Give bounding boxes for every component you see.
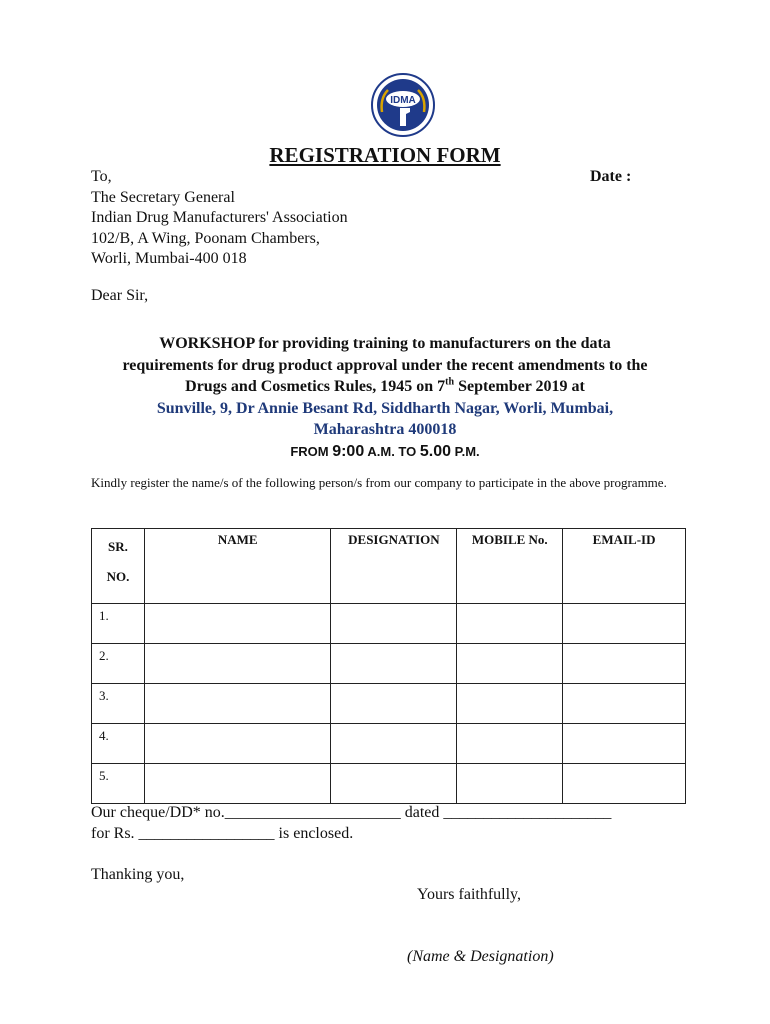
name-cell[interactable] (144, 684, 331, 724)
designation-cell[interactable] (331, 644, 457, 684)
name-cell[interactable] (144, 604, 331, 644)
sr-cell: 2. (92, 644, 145, 684)
cheque-amount-line: for Rs. _________________ is enclosed. (91, 825, 354, 842)
sr-cell: 1. (92, 604, 145, 644)
cheque-line: Our cheque/DD* no.______________________ dated _____________________ (91, 804, 612, 821)
address-line: Worli, Mumbai-400 018 (91, 250, 247, 268)
email-cell[interactable] (563, 604, 686, 644)
address-line: 102/B, A Wing, Poonam Chambers, (91, 229, 320, 247)
workshop-line: WORKSHOP for providing training to manufacturers on the data (159, 335, 611, 352)
venue-line: Sunville, 9, Dr Annie Besant Rd, Siddharth Nagar, Worli, Mumbai, (156, 399, 614, 417)
logo-text: IDMA (390, 95, 416, 106)
workshop-description (60, 333, 710, 462)
email-cell[interactable] (563, 684, 686, 724)
designation-header: DESIGNATION (331, 529, 457, 604)
mobile-cell[interactable] (457, 724, 563, 764)
sr-cell: 4. (92, 724, 145, 764)
sr-cell: 5. (92, 764, 145, 804)
table-row (92, 684, 686, 724)
table-row (92, 724, 686, 764)
address-line: Indian Drug Manufacturers' Association (91, 209, 348, 227)
email-cell[interactable] (563, 724, 686, 764)
designation-cell[interactable] (331, 604, 457, 644)
name-header: NAME (144, 529, 331, 604)
date-label: Date : (590, 168, 632, 185)
idma-logo (370, 72, 436, 138)
table-row (92, 644, 686, 684)
salutation: Dear Sir, (91, 287, 149, 304)
venue-line: Maharashtra 400018 (313, 421, 457, 438)
name-cell[interactable] (144, 644, 331, 684)
workshop-line: Drugs and Cosmetics Rules, 1945 on 7th September 2019 at (185, 376, 585, 395)
name-cell[interactable] (144, 764, 331, 804)
thanks-text: Thanking you, (91, 866, 185, 883)
table-row (92, 604, 686, 644)
table-row (92, 764, 686, 804)
address-block (91, 167, 348, 270)
sr-cell: 3. (92, 684, 145, 724)
mobile-header: MOBILE No. (457, 529, 563, 604)
email-cell[interactable] (563, 764, 686, 804)
mobile-cell[interactable] (457, 764, 563, 804)
name-cell[interactable] (144, 724, 331, 764)
workshop-time: FROM 9:00 A.M. TO 5.00 P.M. (290, 442, 480, 460)
email-cell[interactable] (563, 644, 686, 684)
designation-cell[interactable] (331, 764, 457, 804)
mobile-cell[interactable] (457, 684, 563, 724)
closing-text: Yours faithfully, (417, 886, 522, 903)
cheque-details (91, 802, 611, 844)
registration-table (91, 528, 686, 804)
mobile-cell[interactable] (457, 604, 563, 644)
address-line: To, (91, 168, 112, 185)
address-line: The Secretary General (91, 188, 235, 206)
email-header: EMAIL-ID (563, 529, 686, 604)
designation-cell[interactable] (331, 684, 457, 724)
sr-no-header: SR. NO. (92, 529, 145, 604)
form-title: REGISTRATION FORM (269, 143, 501, 167)
instruction-text: Kindly register the name/s of the following person/s from our company to participate in the above programme. (91, 475, 667, 490)
table-header-row (92, 529, 686, 604)
mobile-cell[interactable] (457, 644, 563, 684)
workshop-line: requirements for drug product approval under the recent amendments to the (122, 356, 648, 374)
designation-cell[interactable] (331, 724, 457, 764)
idma-logo-icon (370, 72, 436, 138)
signature-label: (Name & Designation) (407, 948, 554, 965)
